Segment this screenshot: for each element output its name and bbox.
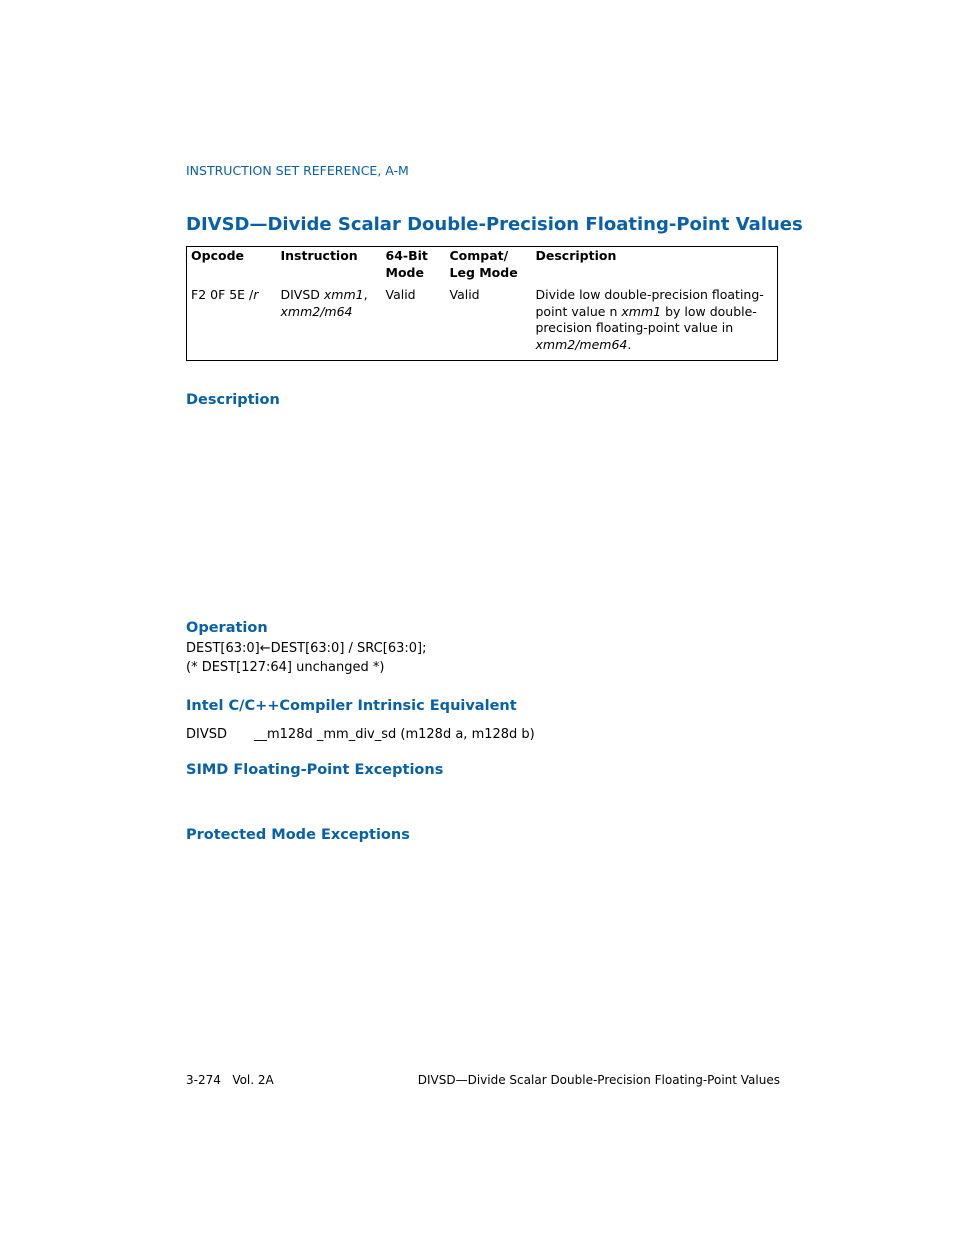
- col-header-compat-mode: Compat/ Leg Mode: [449, 248, 518, 280]
- description-heading: Description: [186, 392, 280, 408]
- opcode-table: [186, 246, 778, 361]
- running-header: INSTRUCTION SET REFERENCE, A-M: [186, 163, 409, 178]
- operation-line-1: DEST[63:0]←DEST[63:0] / SRC[63:0];: [186, 641, 427, 656]
- table-header-row: [187, 247, 778, 287]
- intrinsic-heading: Intel C/C++Compiler Intrinsic Equivalent: [186, 698, 517, 714]
- operation-line-2: (* DEST[127:64] unchanged *): [186, 660, 385, 675]
- cell-64bit-mode: Valid: [385, 287, 416, 302]
- cell-instruction: DIVSD xmm1, xmm2/m64: [280, 287, 368, 319]
- simd-exceptions-heading: SIMD Floating-Point Exceptions: [186, 762, 444, 778]
- cell-opcode: F2 0F 5E /r: [191, 287, 259, 302]
- protected-mode-heading: Protected Mode Exceptions: [186, 827, 410, 843]
- footer-section-title: DIVSD—Divide Scalar Double-Precision Floating-Point Values: [417, 1073, 780, 1087]
- col-header-description: Description: [535, 248, 617, 263]
- cell-description: Divide low double-precision floating- point value n xmm1 by low double- precision floating-point value in xmm2/mem64.: [535, 287, 764, 352]
- cell-compat-mode: Valid: [449, 287, 480, 302]
- col-header-instruction: Instruction: [280, 248, 358, 263]
- intrinsic-signature: __m128d _mm_div_sd (m128d a, m128d b): [254, 727, 535, 742]
- col-header-64bit-mode: 64-Bit Mode: [385, 248, 428, 280]
- table-row: [187, 286, 778, 361]
- footer-page-number: 3-274 Vol. 2A: [186, 1073, 274, 1087]
- intrinsic-mnemonic: DIVSD: [186, 727, 227, 742]
- page-title: DIVSD—Divide Scalar Double-Precision Floating-Point Values: [186, 214, 803, 235]
- col-header-opcode: Opcode: [191, 248, 244, 263]
- operation-heading: Operation: [186, 620, 268, 636]
